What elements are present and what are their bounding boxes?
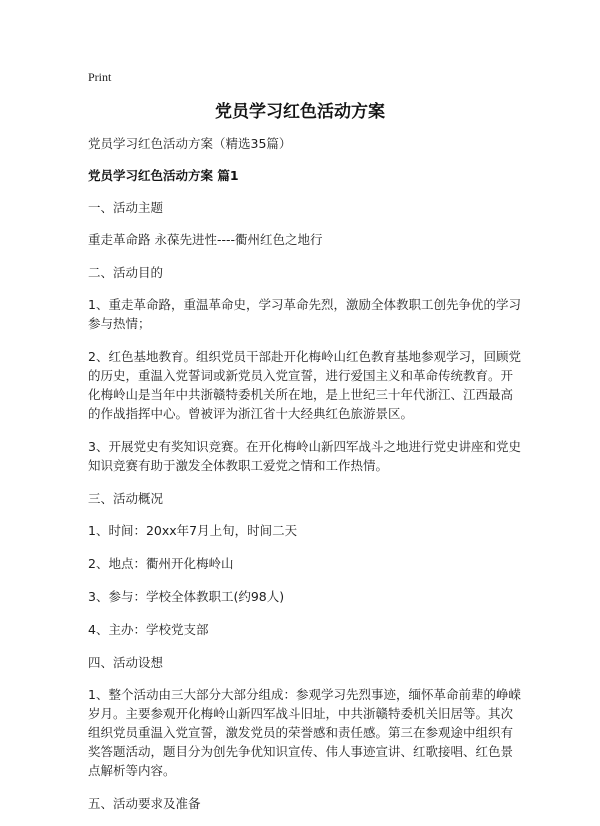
document-body [88, 134, 524, 826]
section-heading-theme: 一、活动主题 [88, 200, 164, 215]
document-subtitle: 党员学习红色活动方案（精选35篇） [88, 136, 292, 151]
section-heading-plan: 四、活动设想 [88, 655, 164, 670]
print-link[interactable]: Print [88, 70, 112, 84]
paragraph-purpose-2: 2、红色基地教育。组织党员干部赴开化梅岭山红色教育基地参观学习，回顾党的历史，重温入党誓词或新党员入党宣誓，进行爱国主义和革命传统教育。开化梅岭山是当年中共浙赣特委机关所在地，是上世纪三十年代浙江、江西最高的作战指挥中心。曾被评为浙江省十大经典红色旅游景区。 [88, 349, 521, 421]
section-heading-requirements: 五、活动要求及准备 [88, 796, 201, 811]
paragraph-purpose-3: 3、开展党史有奖知识竞赛。在开化梅岭山新四军战斗之地进行党史讲座和党史知识竞赛有助于激发全体教职工爱党之情和工作热情。 [88, 439, 521, 473]
paragraph-plan-1: 1、整个活动由三大部分大部分组成：参观学习先烈事迹，缅怀革命前辈的峥嵘岁月。主要参观开化梅岭山新四军战斗旧址，中共浙赣特委机关旧居等。其次组织党员重温入党宣誓，激发党员的荣誉感和责任感。第三在参观途中组织有奖答题活动，题目分为创先争优知识宣传、伟人事迹宣讲、红歌接唱、红色景点解析等内容。 [88, 687, 521, 778]
section-heading-overview: 三、活动概况 [88, 491, 164, 506]
paragraph-overview-location: 2、地点：衢州开化梅岭山 [88, 556, 234, 571]
section-heading-purpose: 二、活动目的 [88, 265, 164, 280]
paragraph-overview-organizer: 4、主办：学校党支部 [88, 622, 209, 637]
section-text-theme: 重走革命路 永葆先进性----衢州红色之地行 [88, 232, 323, 247]
paragraph-purpose-1: 1、重走革命路，重温革命史，学习革命先烈，激励全体教职工创先争优的学习参与热情； [88, 297, 521, 331]
page-title: 党员学习红色活动方案 [215, 102, 385, 122]
article-title: 党员学习红色活动方案 篇1 [88, 168, 239, 183]
paragraph-overview-time: 1、时间：20xx年7月上旬，时间二天 [88, 523, 298, 538]
paragraph-overview-participants: 3、参与：学校全体教职工(约98人) [88, 589, 285, 604]
